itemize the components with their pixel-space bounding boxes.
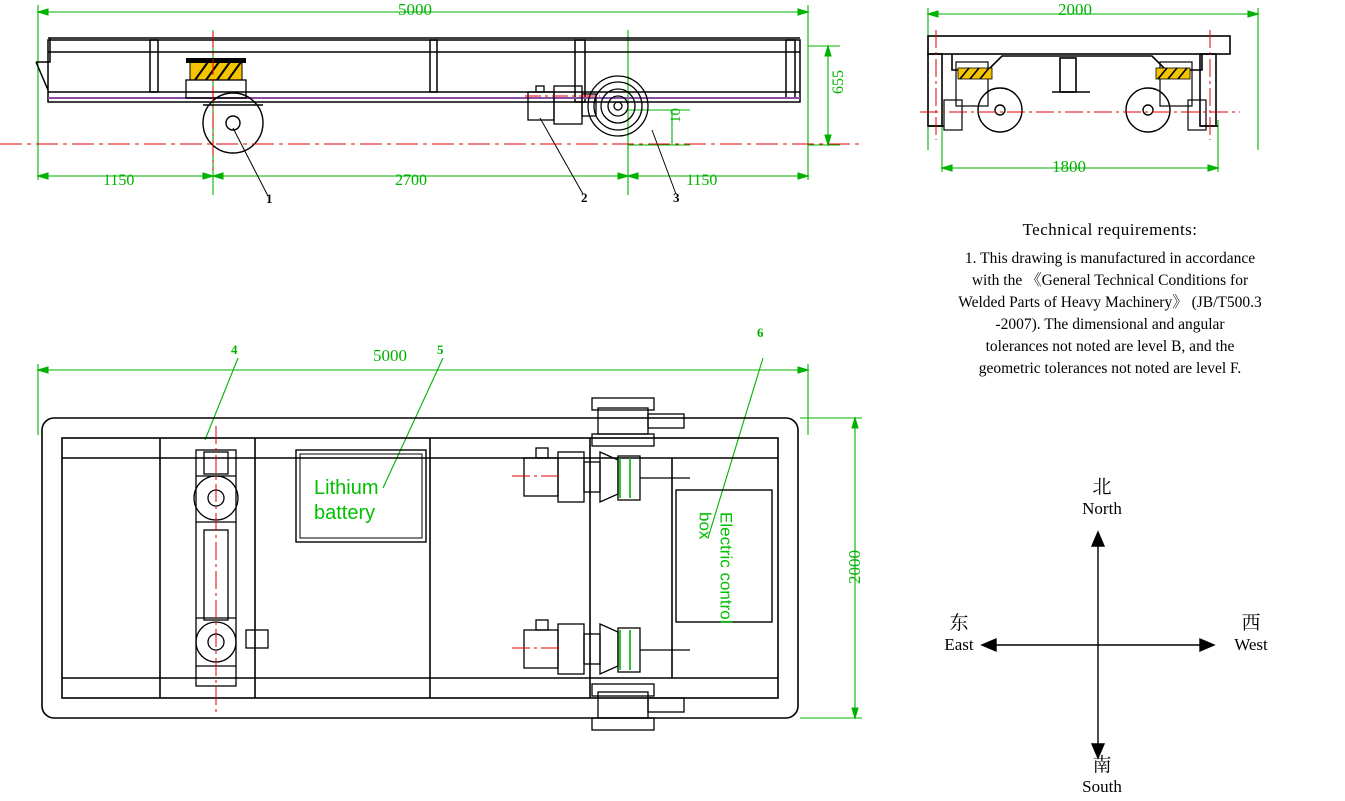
callout-4: 4: [231, 342, 238, 357]
compass-east-cn: 东: [949, 613, 969, 634]
compass-east-en: East: [944, 635, 974, 654]
technical-requirements-title: Technical requirements:: [1022, 220, 1198, 239]
end-view-graphic: [900, 0, 1300, 200]
compass-west-en: West: [1234, 635, 1268, 654]
compass-west: [1218, 608, 1284, 655]
technical-line-1: 1. This drawing is manufactured in accordance: [964, 250, 1256, 267]
compass-east: [926, 608, 992, 655]
compass-north-cn: 北: [1092, 477, 1112, 498]
top-overall-length-dim: 5000: [373, 346, 407, 365]
side-small-dim: 10: [668, 108, 684, 123]
callout-2: 2: [581, 190, 588, 205]
callout-3: 3: [673, 190, 680, 205]
technical-line-4: -2007). The dimensional and angular: [995, 316, 1225, 333]
compass-south: [1082, 750, 1122, 797]
technical-line-5: tolerances not noted are level B, and the: [985, 338, 1235, 355]
technical-requirements-block: [880, 220, 1340, 380]
callout-1: 1: [266, 191, 273, 206]
top-overall-width-dim: 2000: [845, 550, 864, 584]
compass-north: [1082, 472, 1122, 519]
compass-south-en: South: [1082, 777, 1122, 796]
callout-5: 5: [437, 342, 444, 357]
technical-line-6: geometric tolerances not noted are level F.: [978, 360, 1242, 377]
technical-line-2: with the 《General Technical Conditions for: [971, 272, 1249, 289]
side-height-dim: 655: [830, 70, 847, 94]
compass-north-en: North: [1082, 499, 1122, 518]
end-overall-width-dim: 2000: [1058, 0, 1092, 19]
compass-west-cn: 西: [1241, 613, 1261, 634]
top-view-graphic: [0, 340, 880, 780]
technical-line-3: Welded Parts of Heavy Machinery》 (JB/T500.3: [958, 294, 1262, 311]
callout-6: 6: [757, 325, 764, 340]
compass-south-cn: 南: [1092, 755, 1112, 776]
side-segment-dim-3: 1150: [686, 172, 718, 189]
lithium-battery-label: Lithium battery: [314, 477, 379, 524]
electric-control-box-label: Electric control box: [695, 512, 736, 624]
side-segment-dim-1: 1150: [103, 172, 135, 189]
side-segment-dim-2: 2700: [395, 172, 427, 189]
side-overall-length-dim: 5000: [398, 0, 432, 19]
track-gauge-dim: 1800: [1052, 157, 1086, 176]
